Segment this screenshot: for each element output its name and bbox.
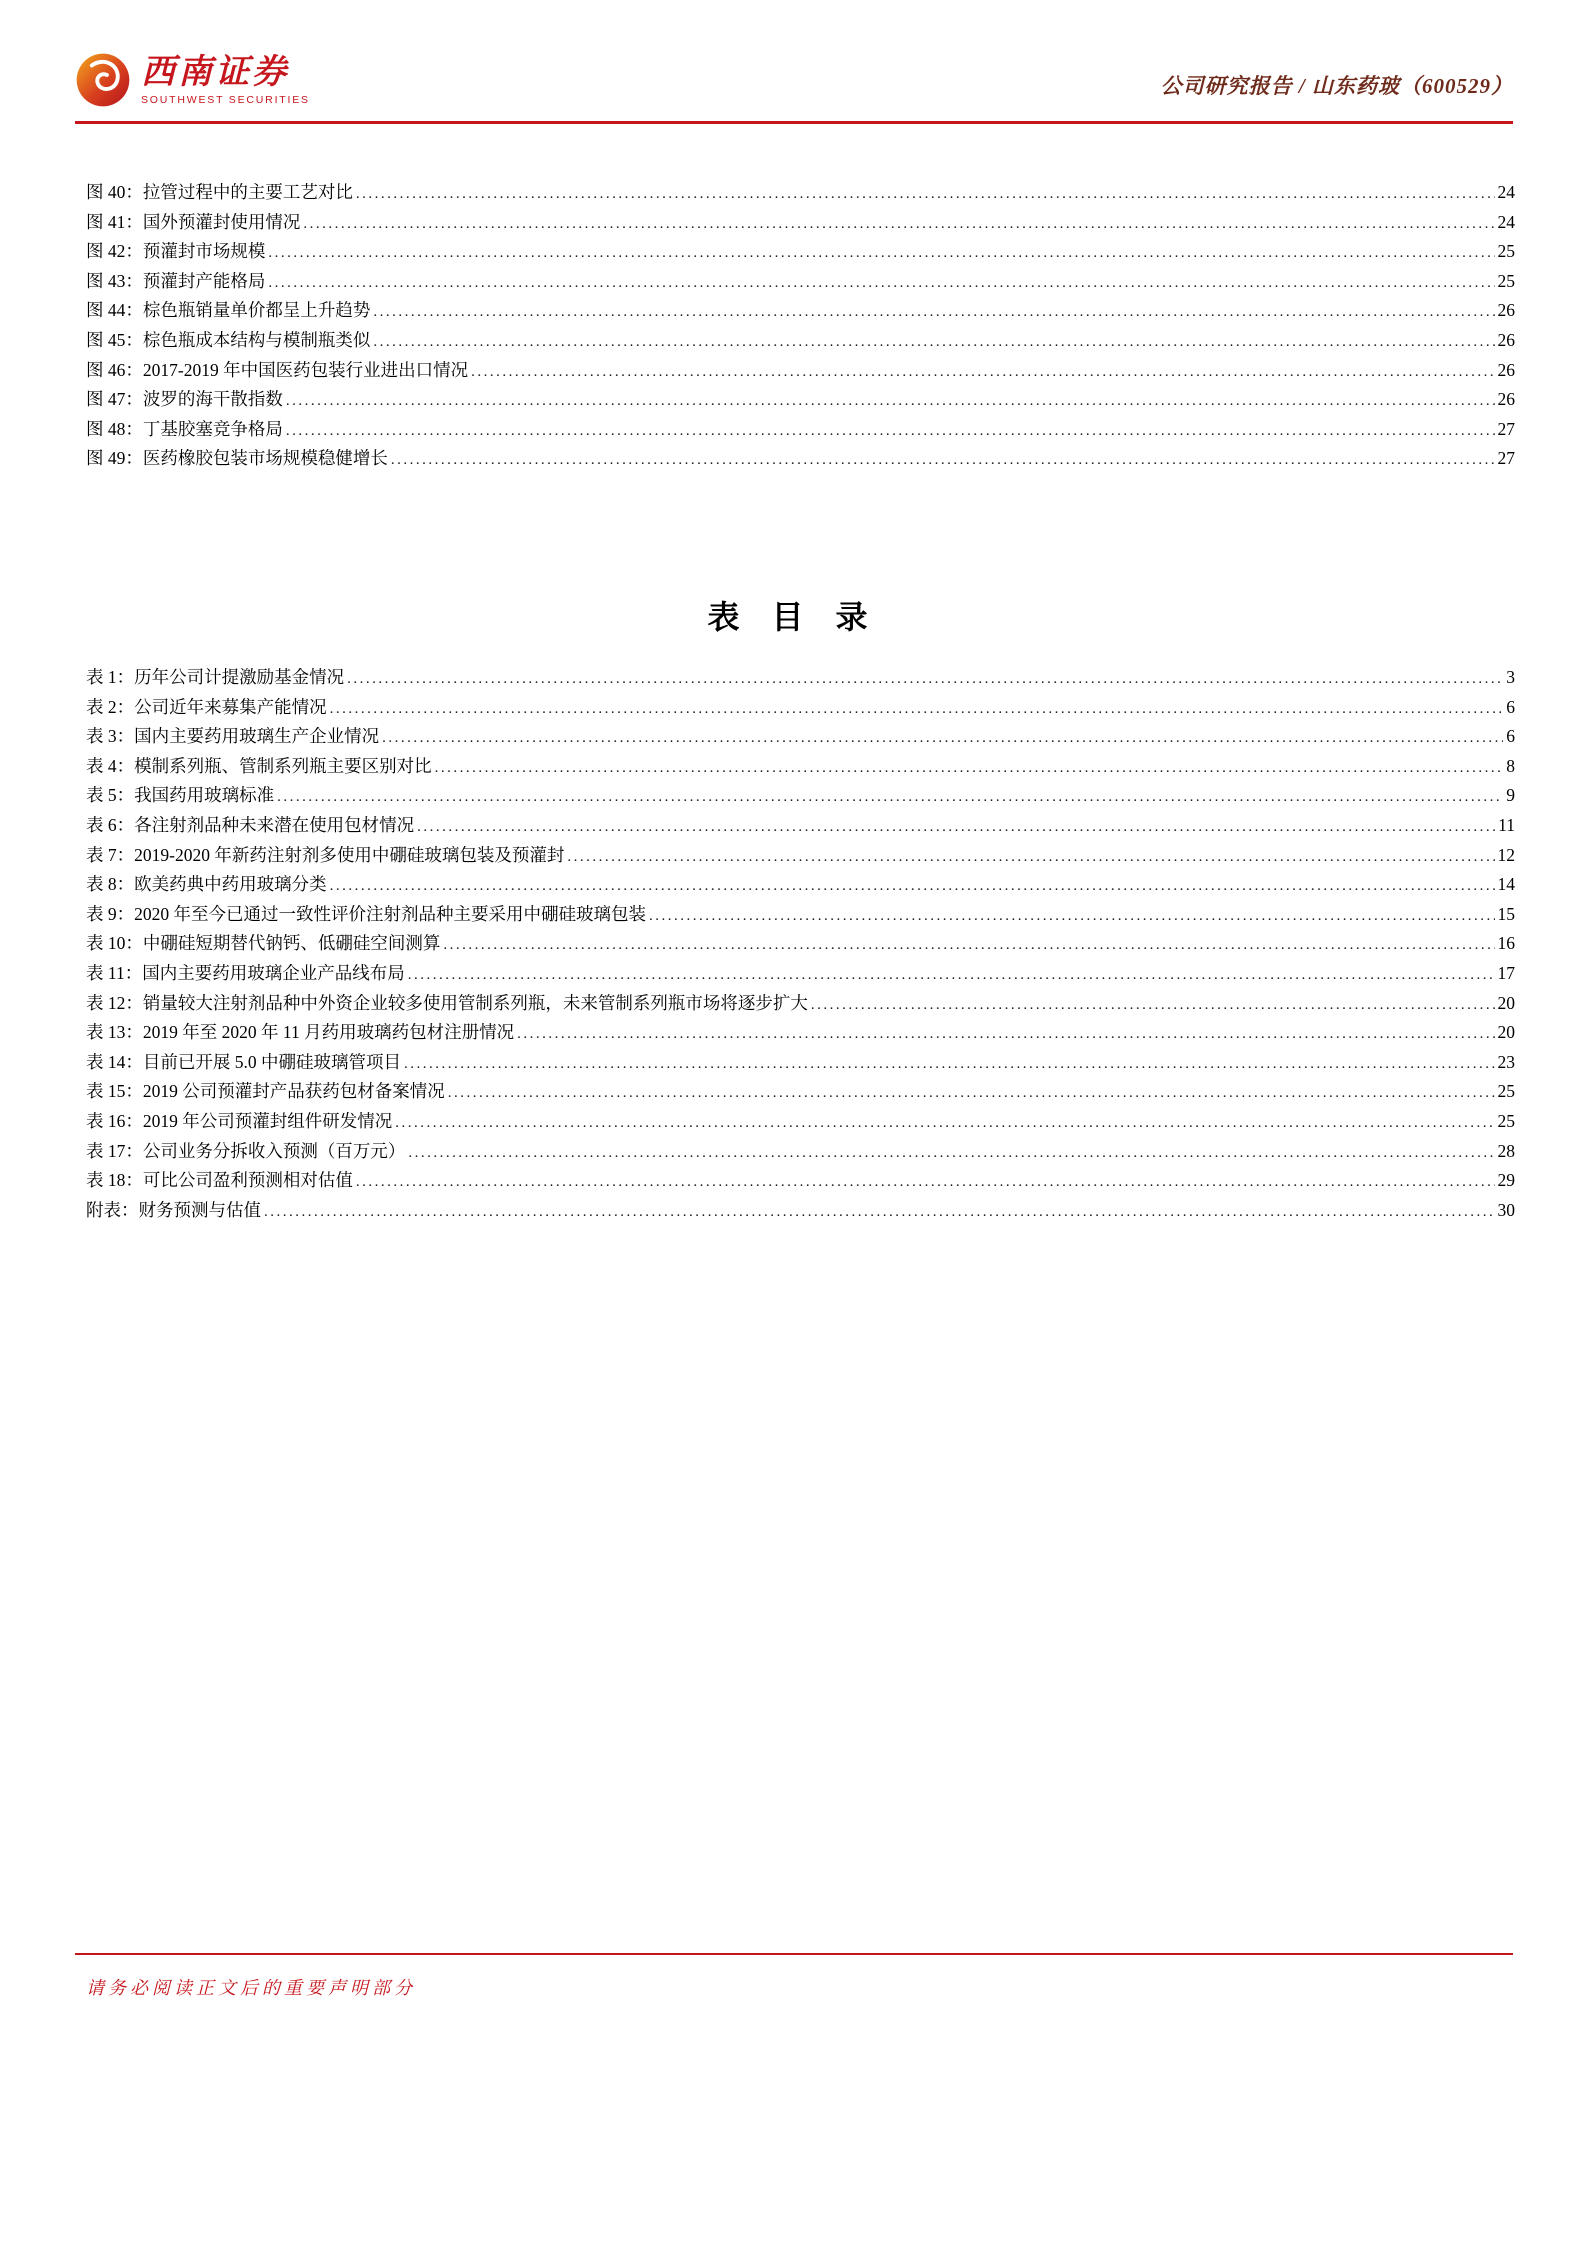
toc-entry[interactable]	[86, 444, 1515, 474]
toc-entry-label: 表 8：欧美药典中药用玻璃分类	[86, 874, 327, 895]
brand-name-en: SOUTHWEST SECURITIES	[141, 93, 310, 106]
toc-entry-page: 27	[1497, 448, 1515, 469]
toc-entry-page: 6	[1506, 696, 1515, 717]
toc-entry-label: 表 15：2019 公司预灌封产品获药包材备案情况	[86, 1081, 445, 1102]
brand-swirl-icon	[75, 52, 131, 108]
toc-entry[interactable]	[86, 959, 1515, 989]
toc-entry-page: 23	[1497, 1051, 1515, 1072]
toc-entry-label: 表 16：2019 年公司预灌封组件研发情况	[86, 1110, 393, 1131]
toc-dots	[517, 1018, 1494, 1050]
toc-entry-label: 表 1：历年公司计提激励基金情况	[86, 667, 345, 687]
toc-entry-page: 6	[1506, 726, 1515, 747]
toc-dots	[356, 178, 1495, 210]
toc-entry[interactable]	[86, 385, 1515, 415]
toc-entry-page: 27	[1497, 418, 1515, 439]
toc-entry-label: 图 40：拉管过程中的主要工艺对比	[86, 182, 353, 202]
toc-entry-page: 25	[1497, 241, 1515, 262]
toc-entry-label: 图 48：丁基胶塞竞争格局	[86, 418, 283, 439]
toc-dots	[395, 1107, 1494, 1139]
toc-dots	[277, 781, 1503, 813]
toc-entry-page: 25	[1497, 1110, 1515, 1131]
figures-toc-list	[86, 178, 1515, 474]
toc-entry-label: 图 45：棕色瓶成本结构与模制瓶类似	[86, 329, 371, 350]
toc-dots	[268, 267, 1494, 299]
toc-dots	[356, 1166, 1495, 1198]
toc-dots	[811, 989, 1495, 1021]
toc-dots	[391, 444, 1495, 476]
toc-entry[interactable]	[86, 1166, 1515, 1196]
toc-entry-page: 25	[1497, 270, 1515, 291]
toc-dots	[417, 811, 1495, 843]
toc-entry-page: 29	[1497, 1170, 1515, 1191]
toc-entry[interactable]	[86, 1018, 1515, 1048]
toc-entry[interactable]	[86, 1137, 1515, 1167]
toc-dots	[404, 1048, 1495, 1080]
toc-entry[interactable]	[86, 989, 1515, 1019]
toc-entry[interactable]	[86, 870, 1515, 900]
toc-entry-page: 26	[1497, 359, 1515, 380]
toc-entry[interactable]	[86, 841, 1515, 871]
toc-entry[interactable]	[86, 178, 1515, 208]
toc-entry-label: 表 5：我国药用玻璃标准	[86, 785, 275, 806]
toc-dots	[567, 841, 1494, 873]
tables-toc-list	[86, 663, 1515, 1225]
toc-entry-label: 图 44：棕色瓶销量单价都呈上升趋势	[86, 300, 371, 321]
toc-dots	[330, 870, 1495, 902]
toc-dots	[382, 722, 1503, 754]
footer-disclaimer: 请务必阅读正文后的重要声明部分	[86, 1978, 416, 1998]
tables-toc-title: 表 目 录	[707, 599, 880, 635]
toc-dots	[330, 693, 1504, 725]
toc-dots	[264, 1196, 1495, 1228]
toc-entry-label: 表 7：2019-2020 年新药注射剂多使用中硼硅玻璃包装及预灌封	[86, 844, 565, 865]
toc-entry-page: 20	[1497, 992, 1515, 1013]
toc-entry-label: 图 46：2017-2019 年中国医药包装行业进出口情况	[86, 359, 469, 380]
toc-entry-page: 25	[1497, 1081, 1515, 1102]
toc-entry[interactable]	[86, 208, 1515, 238]
toc-entry-label: 表 14：目前已开展 5.0 中硼硅玻璃管项目	[86, 1051, 401, 1072]
toc-entry[interactable]	[86, 929, 1515, 959]
toc-entry-page: 30	[1497, 1199, 1515, 1220]
toc-entry-label: 表 11：国内主要药用玻璃企业产品线布局	[86, 962, 405, 983]
toc-entry[interactable]	[86, 1196, 1515, 1226]
toc-entry[interactable]	[86, 781, 1515, 811]
toc-entry-page: 9	[1506, 785, 1515, 806]
toc-dots	[649, 900, 1495, 932]
toc-dots	[373, 296, 1494, 328]
toc-entry[interactable]	[86, 267, 1515, 297]
toc-entry-page: 14	[1497, 874, 1515, 895]
toc-entry-label: 表 6：各注射剂品种未来潜在使用包材情况	[86, 814, 415, 835]
toc-entry-label: 表 3：国内主要药用玻璃生产企业情况	[86, 726, 380, 747]
toc-entry-page: 26	[1497, 329, 1515, 350]
toc-entry[interactable]	[86, 296, 1515, 326]
toc-entry-page: 26	[1497, 300, 1515, 321]
toc-entry[interactable]	[86, 752, 1515, 782]
toc-dots	[268, 237, 1494, 269]
toc-dots	[443, 929, 1494, 961]
toc-dots	[435, 752, 1504, 784]
toc-dots	[303, 208, 1494, 240]
toc-entry-page: 8	[1506, 755, 1515, 776]
toc-entry-page: 26	[1497, 389, 1515, 410]
toc-entry[interactable]	[86, 1107, 1515, 1137]
toc-entry-label: 表 10：中硼硅短期替代钠钙、低硼硅空间测算	[86, 933, 441, 954]
toc-entry-label: 表 2：公司近年来募集产能情况	[86, 696, 327, 717]
toc-entry[interactable]	[86, 356, 1515, 386]
toc-entry-label: 表 13：2019 年至 2020 年 11 月药用玻璃药包材注册情况	[86, 1022, 515, 1043]
toc-entry[interactable]	[86, 722, 1515, 752]
toc-entry-label: 图 41：国外预灌封使用情况	[86, 211, 301, 232]
toc-entry-page: 15	[1497, 903, 1515, 924]
footer-divider	[75, 1953, 1513, 1955]
report-type-label: 公司研究报告 / 山东药玻（600529）	[1160, 74, 1513, 98]
toc-entry-page: 24	[1497, 211, 1515, 232]
toc-entry-page: 28	[1497, 1140, 1515, 1161]
toc-entry[interactable]	[86, 415, 1515, 445]
toc-entry-page: 20	[1497, 1022, 1515, 1043]
toc-entry[interactable]	[86, 1077, 1515, 1107]
toc-entry-page: 16	[1497, 933, 1515, 954]
toc-entry[interactable]	[86, 811, 1515, 841]
toc-dots	[408, 1137, 1494, 1169]
toc-entry-label: 表 17：公司业务分拆收入预测（百万元）	[86, 1140, 406, 1161]
toc-dots	[347, 663, 1503, 695]
toc-entry-label: 图 49：医药橡胶包装市场规模稳健增长	[86, 448, 388, 469]
toc-entry[interactable]	[86, 1048, 1515, 1078]
toc-dots	[408, 959, 1495, 991]
toc-entry-page: 11	[1498, 814, 1515, 835]
page-header	[75, 52, 1513, 108]
toc-entry-label: 附表：财务预测与估值	[86, 1199, 261, 1220]
toc-dots	[448, 1077, 1495, 1109]
toc-entry[interactable]	[86, 900, 1515, 930]
header-divider	[75, 121, 1513, 124]
toc-entry-label: 图 43：预灌封产能格局	[86, 270, 266, 291]
toc-dots	[286, 385, 1495, 417]
toc-entry-label: 图 42：预灌封市场规模	[86, 241, 266, 262]
toc-dots	[373, 326, 1494, 358]
toc-entry-label: 图 47：波罗的海干散指数	[86, 389, 283, 410]
toc-dots	[471, 356, 1494, 388]
toc-entry[interactable]	[86, 237, 1515, 267]
toc-entry-label: 表 4：模制系列瓶、管制系列瓶主要区别对比	[86, 755, 432, 776]
toc-entry-page: 3	[1506, 667, 1515, 687]
toc-entry-page: 17	[1497, 962, 1515, 983]
toc-dots	[286, 415, 1495, 447]
brand-text	[141, 54, 310, 105]
toc-entry[interactable]	[86, 326, 1515, 356]
toc-entry[interactable]	[86, 693, 1515, 723]
toc-entry-label: 表 12：销量较大注射剂品种中外资企业较多使用管制系列瓶，未来管制系列瓶市场将逐步扩大	[86, 992, 808, 1013]
brand-logo	[75, 52, 310, 108]
brand-name-cn: 西南证券	[141, 54, 289, 92]
toc-entry-label: 表 9：2020 年至今已通过一致性评价注射剂品种主要采用中硼硅玻璃包装	[86, 903, 646, 924]
toc-entry-page: 12	[1497, 844, 1515, 865]
toc-entry[interactable]	[86, 663, 1515, 693]
toc-entry-page: 24	[1497, 182, 1515, 202]
toc-entry-label: 表 18：可比公司盈利预测相对估值	[86, 1170, 353, 1191]
